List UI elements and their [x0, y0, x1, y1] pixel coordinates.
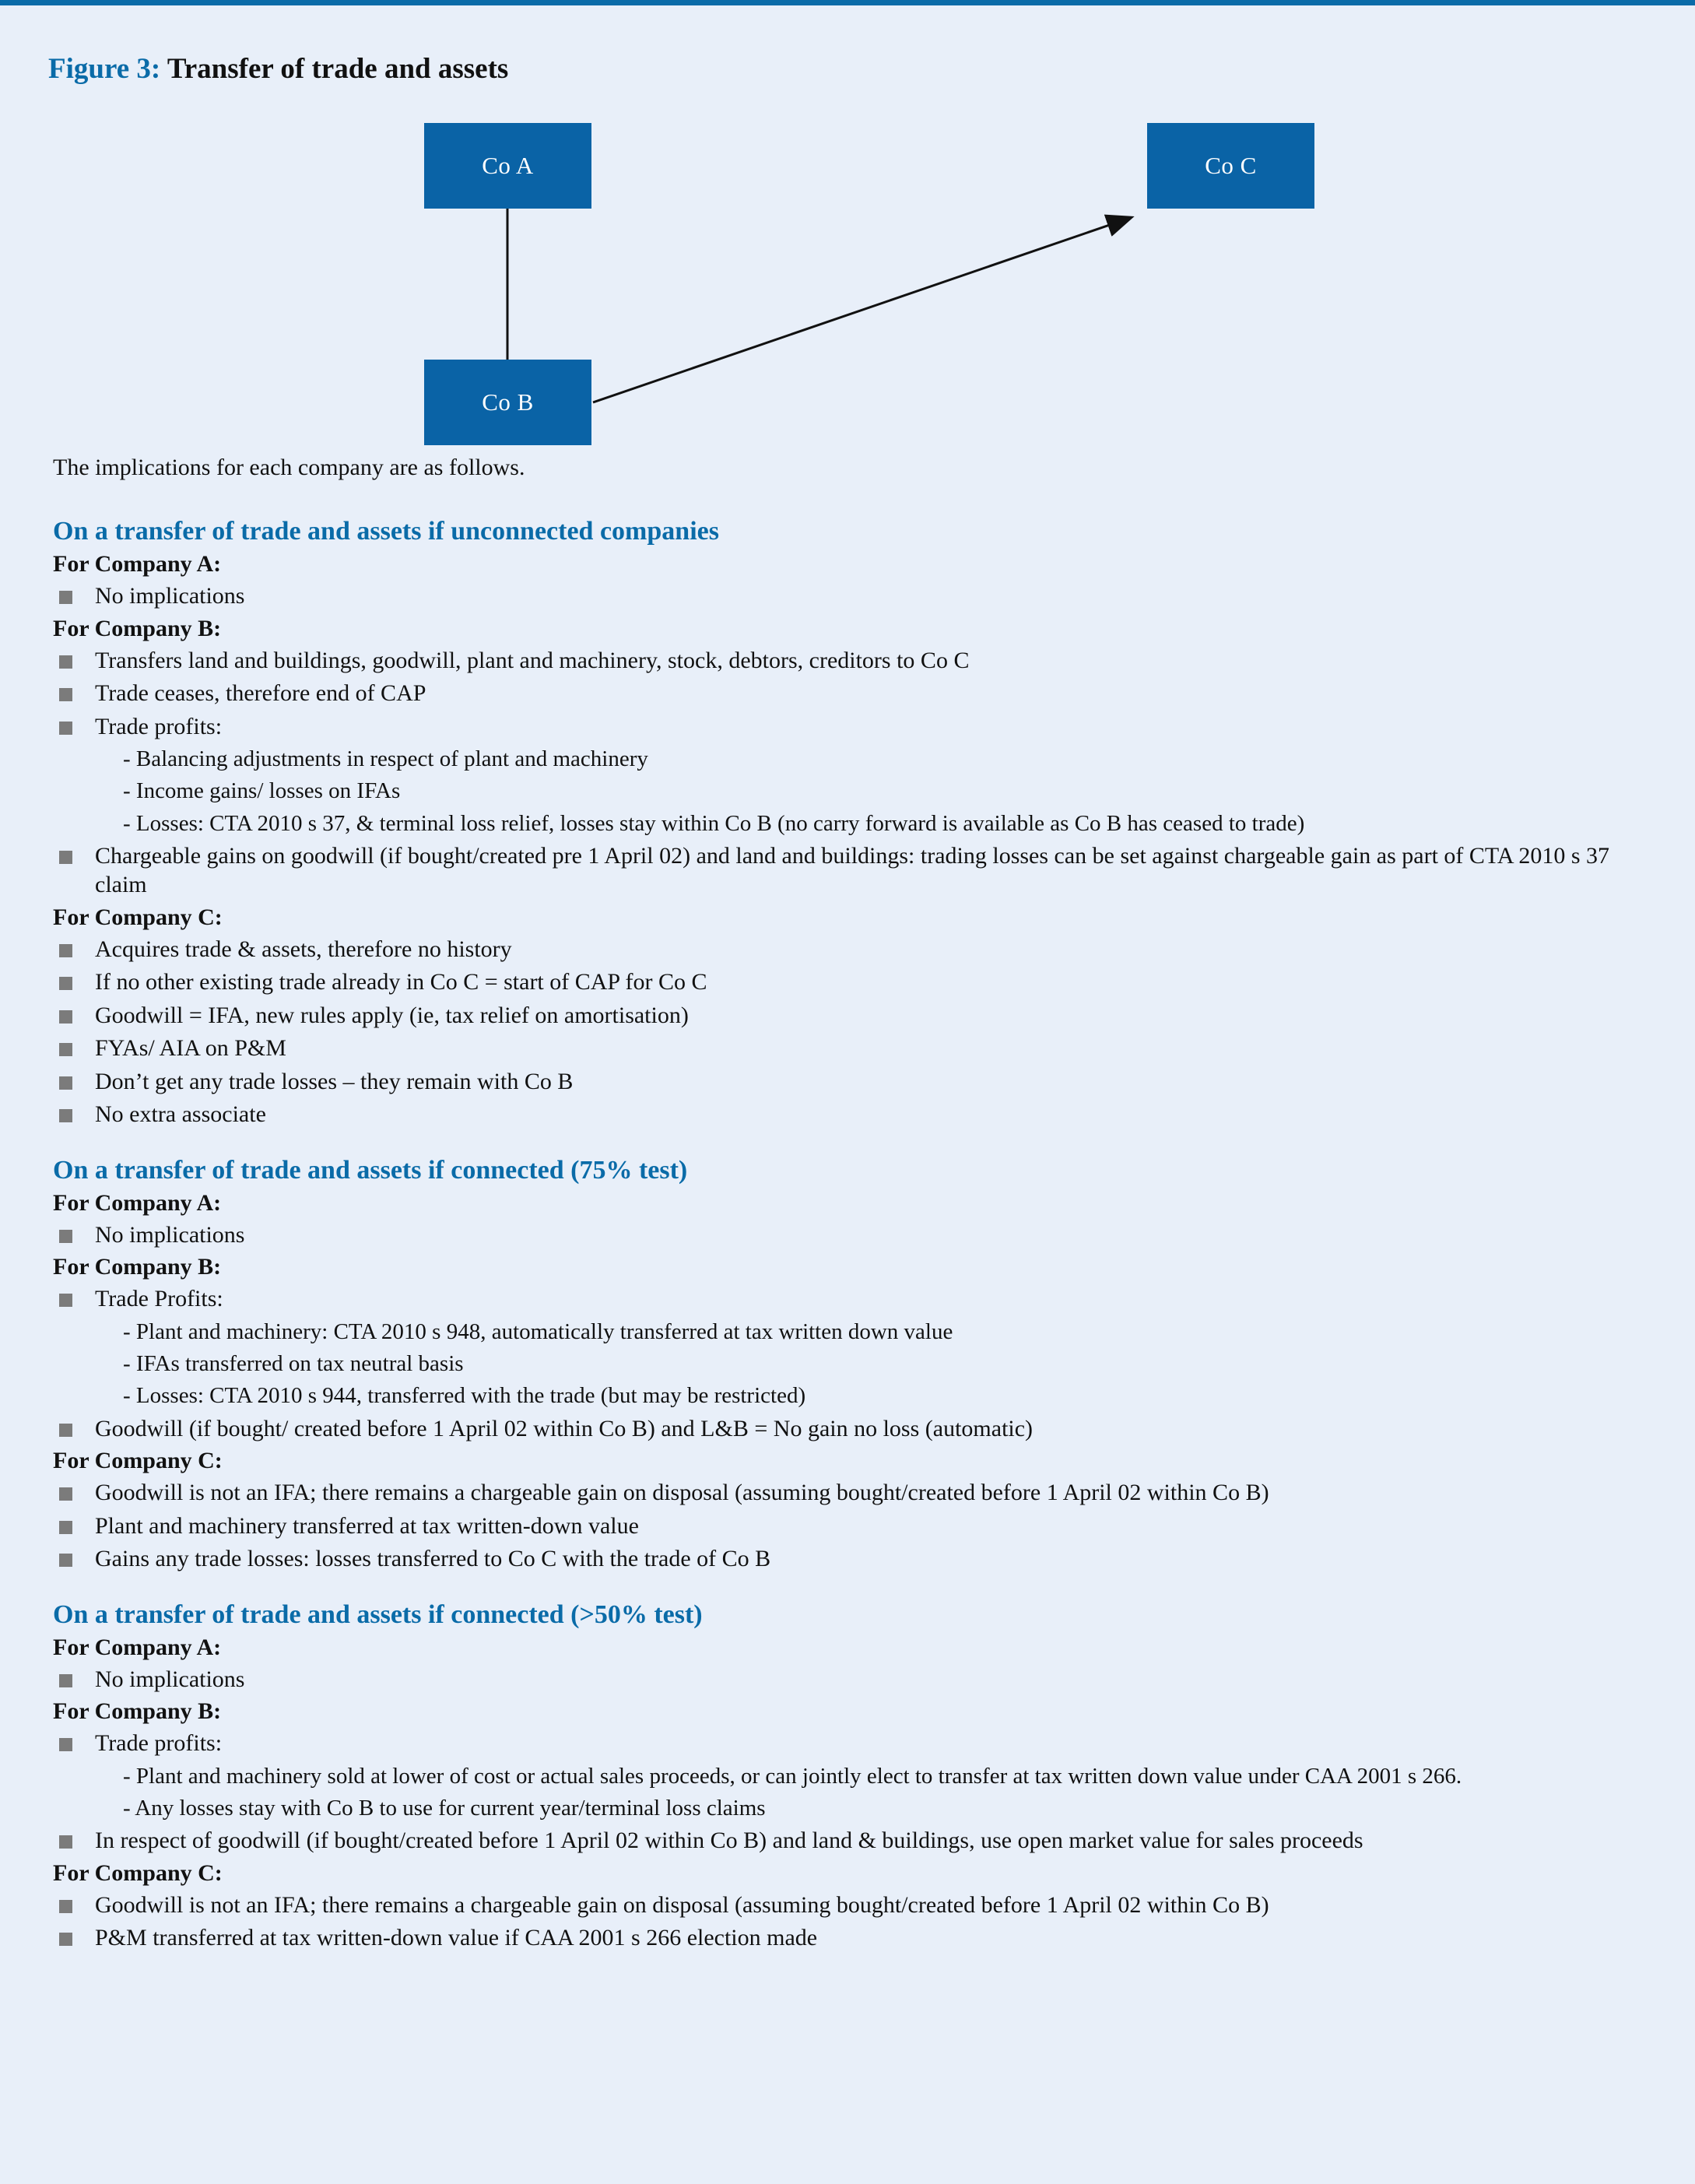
list-item-text: FYAs/ AIA on P&M	[95, 1035, 286, 1062]
list-item-text: P&M transferred at tax written-down value if CAA 2001 s 266 election made	[95, 1925, 818, 1951]
company-subheading: For Company B:	[53, 615, 222, 641]
list-item	[53, 712, 1655, 837]
list-item-text: Plant and machinery transferred at tax written-down value	[95, 1512, 639, 1539]
sub-list-item: - Plant and machinery sold at lower of cost or actual sales proceeds, or can jointly elect to transfer at tax written down value under CAA 2001 s 266.	[123, 1763, 1462, 1789]
sections-container	[48, 517, 1655, 1953]
sub-list	[95, 1762, 1655, 1823]
list-item	[53, 1220, 1655, 1250]
list-item-text: No implications	[95, 583, 245, 609]
sub-list	[95, 1318, 1655, 1410]
list-item	[53, 1284, 1655, 1410]
bullet-list	[48, 935, 1655, 1129]
intro-text: The implications for each company are as follows.	[53, 455, 525, 480]
bullet-list	[48, 1891, 1655, 1953]
bullet-list	[48, 1729, 1655, 1856]
list-item-text: Trade profits:	[95, 1730, 223, 1756]
list-item-text: No implications	[95, 1666, 245, 1692]
sub-list-item: - IFAs transferred on tax neutral basis	[123, 1351, 464, 1376]
list-item-text: Goodwill is not an IFA; there remains a chargeable gain on disposal (assuming bought/created before 1 April 02 within Co B)	[95, 1891, 1269, 1918]
list-item	[53, 935, 1655, 964]
list-item-text: Trade profits:	[95, 713, 223, 739]
company-subheading: For Company B:	[53, 1698, 222, 1724]
list-item-text: Chargeable gains on goodwill (if bought/created pre 1 April 02) and land and buildings: trading losses can be set against chargeable gain as part of CTA 2010 s 37 claim	[95, 842, 1610, 898]
diagram-connectors	[48, 93, 1655, 451]
company-subheading: For Company C:	[53, 1859, 223, 1886]
figure-label: Figure 3:	[48, 53, 161, 85]
list-item	[53, 841, 1655, 900]
list-item-text: Goodwill is not an IFA; there remains a chargeable gain on disposal (assuming bought/created before 1 April 02 within Co B)	[95, 1480, 1269, 1505]
list-item	[53, 1826, 1655, 1856]
company-subheading: For Company B:	[53, 1254, 222, 1280]
connector-b-to-c	[593, 218, 1130, 402]
diagram-node-co-b: Co B	[424, 360, 591, 445]
list-item	[53, 1512, 1655, 1541]
company-subheading: For Company A:	[53, 1189, 222, 1216]
list-item	[53, 1923, 1655, 1953]
sub-list	[95, 745, 1655, 837]
sub-list-item: - Losses: CTA 2010 s 944, transferred with the trade (but may be restricted)	[123, 1383, 806, 1409]
list-item-text: In respect of goodwill (if bought/created before 1 April 02 within Co B) and land & buildings, use open market value for sales proceeds	[95, 1828, 1363, 1853]
company-subheading: For Company A:	[53, 1634, 222, 1660]
bullet-list	[48, 1478, 1655, 1574]
list-item-text: Gains any trade losses: losses transferred to Co C with the trade of Co B	[95, 1546, 771, 1571]
list-item	[53, 646, 1655, 676]
list-item	[53, 1891, 1655, 1920]
figure-caption	[48, 52, 1655, 86]
list-item	[53, 967, 1655, 997]
list-item	[53, 581, 1655, 611]
bullet-list	[48, 581, 1655, 611]
sub-list-item: - Balancing adjustments in respect of plant and machinery	[123, 746, 648, 771]
list-item	[53, 1665, 1655, 1694]
sub-list-item: - Losses: CTA 2010 s 37, & terminal loss relief, losses stay within Co B (no carry forward is available as Co B has ceased to trade)	[123, 810, 1305, 836]
diagram-node-co-c: Co C	[1147, 123, 1314, 209]
list-item-text: Goodwill = IFA, new rules apply (ie, tax relief on amortisation)	[95, 1002, 689, 1028]
list-item	[53, 1001, 1655, 1031]
diagram-node-co-a: Co A	[424, 123, 591, 209]
list-item	[53, 1544, 1655, 1574]
bullet-list	[48, 1665, 1655, 1694]
list-item	[53, 679, 1655, 708]
list-item-text: Goodwill (if bought/ created before 1 April 02 within Co B) and L&B = No gain no loss (automatic)	[95, 1415, 1033, 1441]
list-item-text: Trade Profits:	[95, 1286, 223, 1312]
list-item-text: If no other existing trade already in Co C = start of CAP for Co C	[95, 969, 707, 995]
bullet-list	[48, 1284, 1655, 1443]
list-item-text: No extra associate	[95, 1101, 266, 1128]
list-item	[53, 1729, 1655, 1822]
section-heading: On a transfer of trade and assets if connected (>50% test)	[53, 1599, 703, 1629]
list-item-text: Acquires trade & assets, therefore no history	[95, 936, 512, 962]
figure-diagram	[48, 93, 1655, 451]
company-subheading: For Company A:	[53, 551, 222, 577]
bullet-list	[48, 646, 1655, 900]
bullet-list	[48, 1220, 1655, 1250]
section-heading: On a transfer of trade and assets if unconnected companies	[53, 517, 719, 546]
list-item-text: No implications	[95, 1221, 245, 1248]
list-item	[53, 1100, 1655, 1129]
section-heading: On a transfer of trade and assets if connected (75% test)	[53, 1155, 688, 1185]
sub-list-item: - Income gains/ losses on IFAs	[123, 778, 401, 804]
list-item	[53, 1034, 1655, 1063]
company-subheading: For Company C:	[53, 904, 223, 930]
list-item	[53, 1478, 1655, 1508]
list-item-text: Trade ceases, therefore end of CAP	[95, 680, 426, 706]
sub-list-item: - Plant and machinery: CTA 2010 s 948, automatically transferred at tax written down value	[123, 1318, 953, 1344]
list-item-text: Transfers land and buildings, goodwill, plant and machinery, stock, debtors, creditors to Co C	[95, 647, 970, 673]
list-item-text: Don’t get any trade losses – they remain with Co B	[95, 1068, 574, 1094]
list-item	[53, 1414, 1655, 1444]
sub-list-item: - Any losses stay with Co B to use for current year/terminal loss claims	[123, 1795, 766, 1821]
list-item	[53, 1067, 1655, 1097]
figure-title: Transfer of trade and assets	[167, 53, 509, 85]
company-subheading: For Company C:	[53, 1448, 223, 1473]
